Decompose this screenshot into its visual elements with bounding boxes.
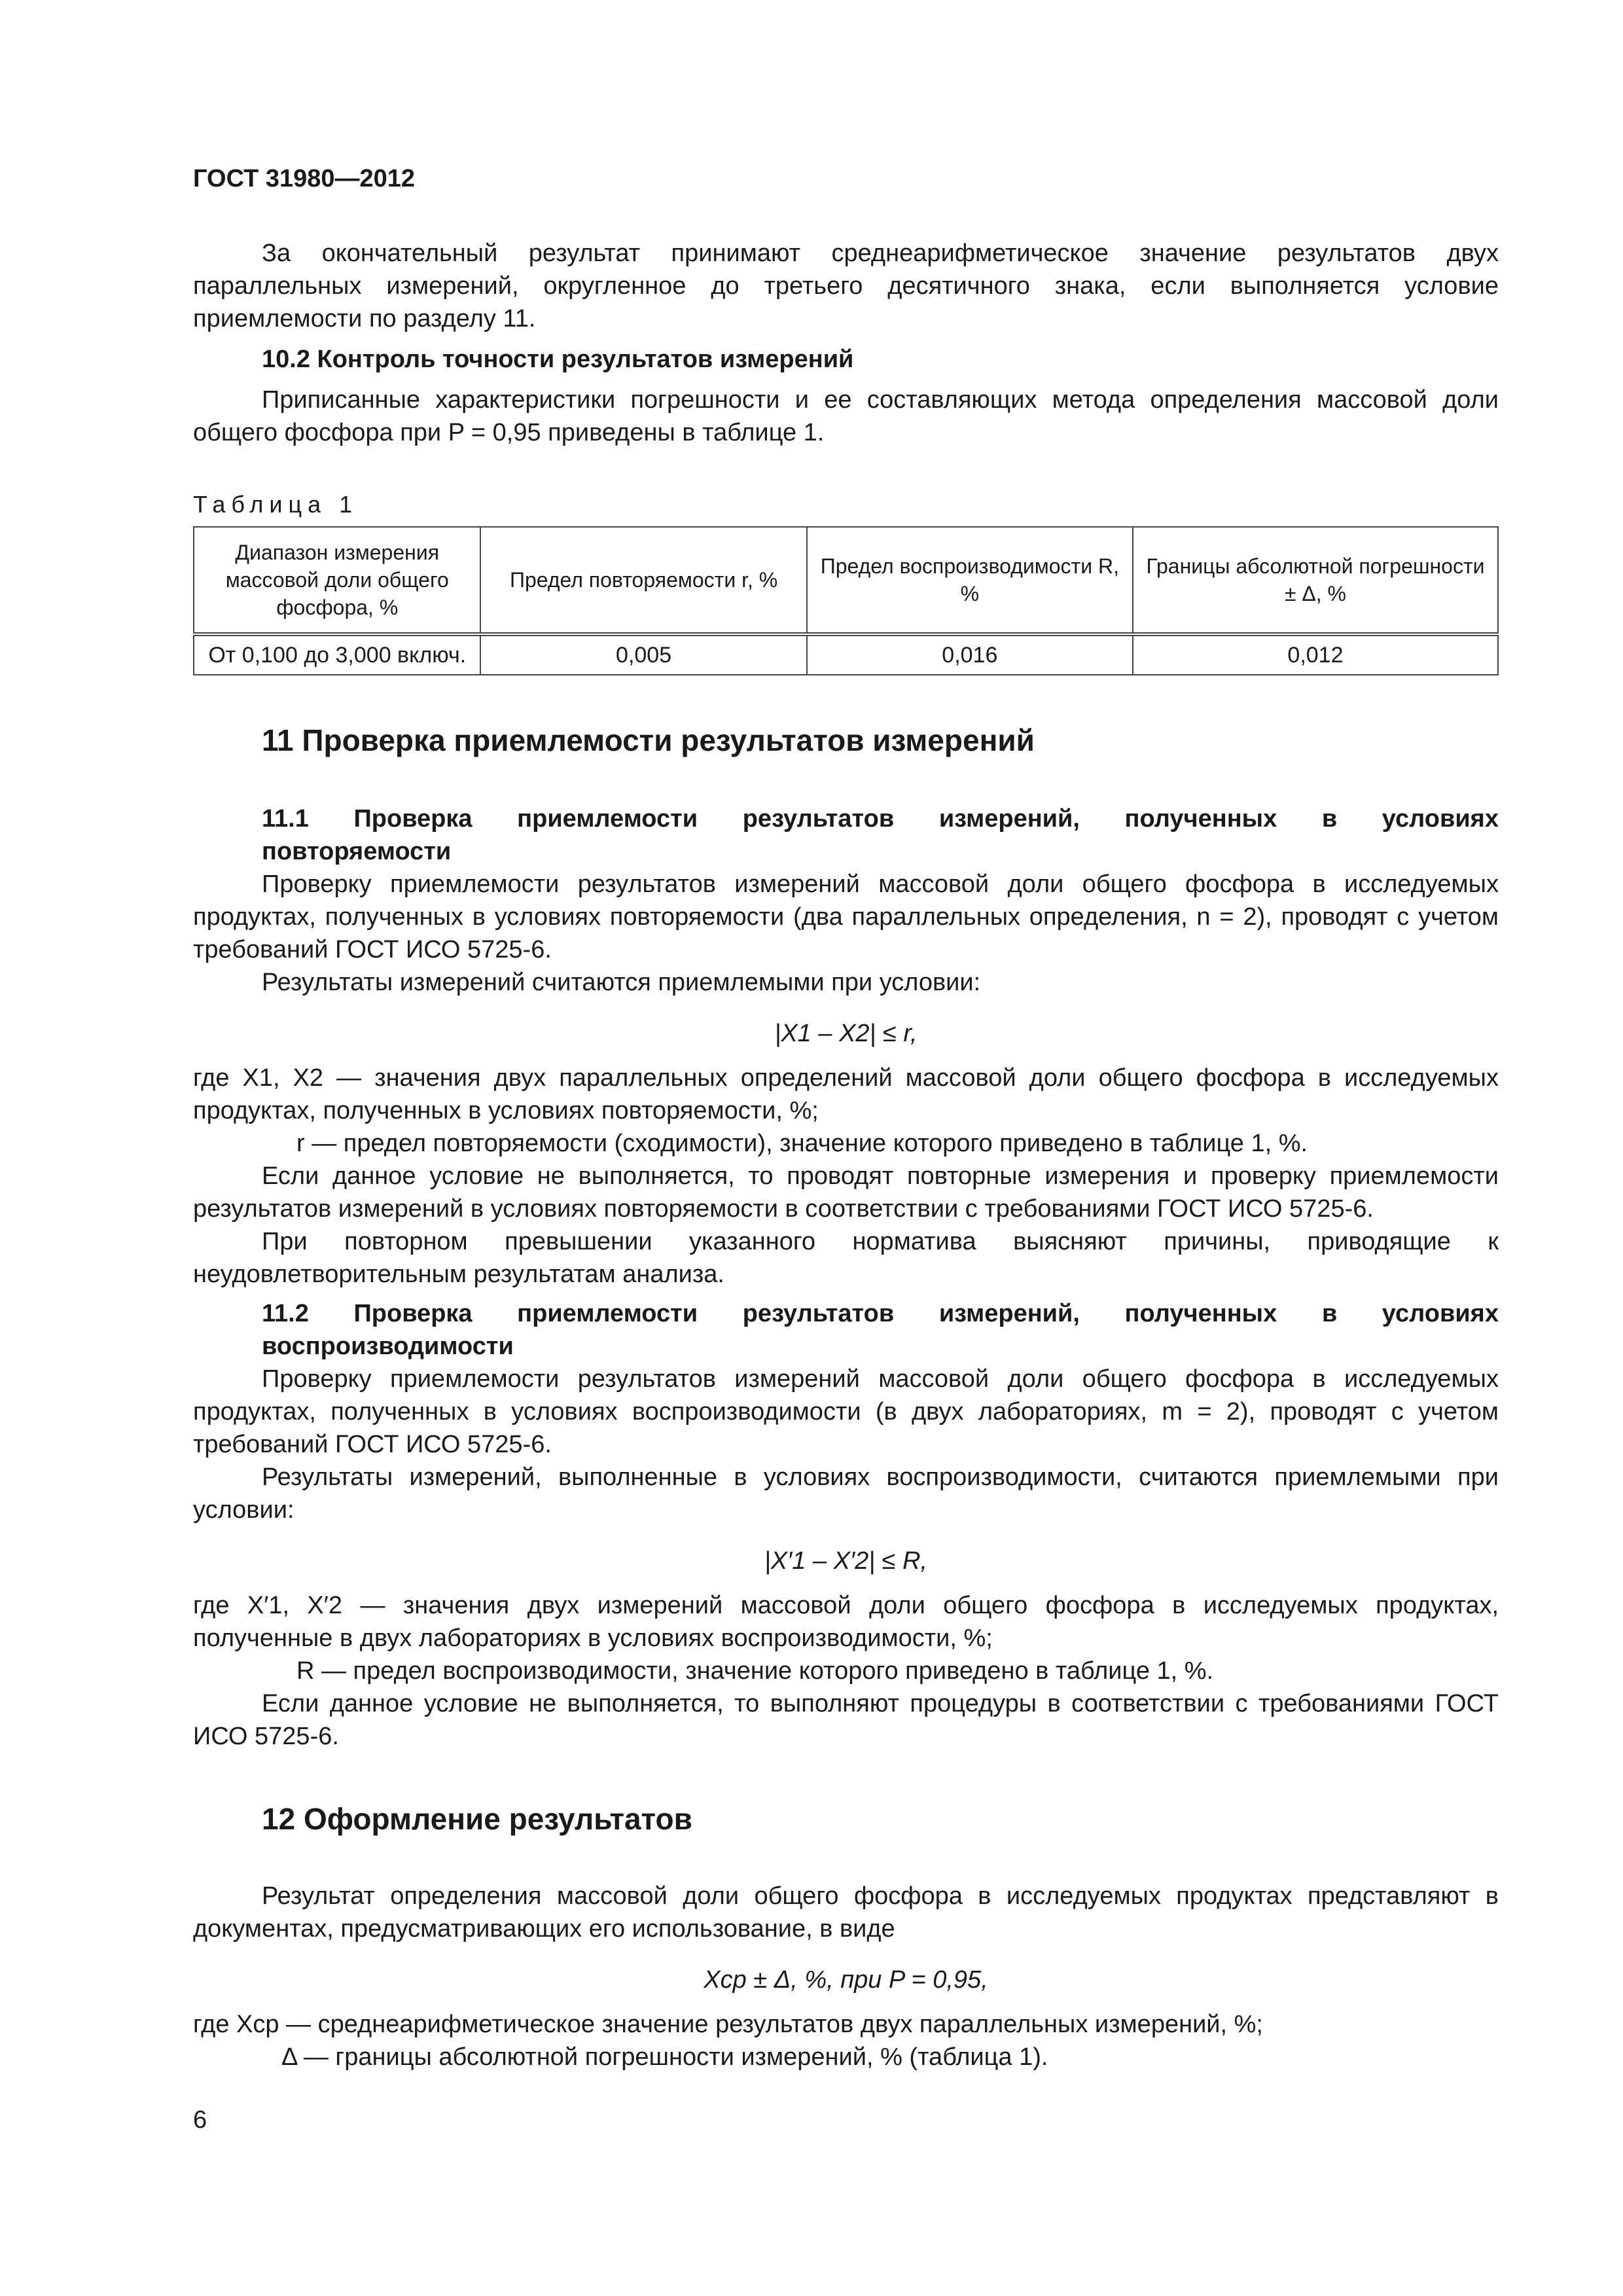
- table-caption: Таблица 1: [193, 491, 359, 518]
- subsection-title-11-2-line1: 11.2 Проверка приемлемости результатов измерений, полученных в условиях: [262, 1300, 1499, 1327]
- subsection-title-11-2: [193, 1297, 1499, 1363]
- table-header-cell: Диапазон измерения массовой доли общего фосфора, %: [194, 527, 480, 634]
- paragraph-11-1-2: Результаты измерений считаются приемлемыми при условии:: [262, 969, 981, 996]
- formula-reproducibility: |X′1 – X′2| ≤ R,: [764, 1547, 928, 1575]
- paragraph-11-1-3: Если данное условие не выполняется, то проводят повторные измерения и проверку приемлемости результатов измерений в условиях повторяемости в соответствии с требованиями ГОСТ ИСО 5725-6.: [193, 1162, 1499, 1223]
- paragraph-intro: За окончательный результат принимают среднеарифметическое значение результатов двух параллельных измерений, округленное до третьего десятичного знака, если выполняется условие приемлемости по разделу 11.: [193, 240, 1499, 332]
- page-number: 6: [193, 2106, 207, 2134]
- document-page: [193, 162, 1499, 2073]
- table-cell: 0,005: [480, 634, 806, 675]
- subsection-title-11-1-line1: 11.1 Проверка приемлемости результатов измерений, полученных в условиях: [262, 805, 1499, 833]
- paragraph-11-2-1: Проверку приемлемости результатов измерений массовой доли общего фосфора в исследуемых продуктах, полученных в условиях воспроизводимости (в двух лабораториях, m = 2), проводят с учетом требований ГОСТ ИСО 5725-6.: [193, 1365, 1499, 1458]
- table-header-cell: Предел воспроизводимости R, %: [807, 527, 1133, 634]
- where-clause-11-1: [193, 1062, 1499, 1127]
- where-text: — значения двух параллельных определений массовой доли общего фосфора в исследуемых продуктах, полученных в условиях повторяемости, %;: [193, 1064, 1499, 1124]
- table-1: [193, 526, 1499, 675]
- paragraph-11-2-3: Если данное условие не выполняется, то выполняют процедуры в соответствии с требованиями ГОСТ ИСО 5725-6.: [193, 1690, 1499, 1750]
- where-clause-12: где Xср — среднеарифметическое значение результатов двух параллельных измерений, %;: [193, 2011, 1263, 2038]
- where-delta: Δ — границы абсолютной погрешности измерений, % (таблица 1).: [281, 2043, 1048, 2071]
- subsection-title-11-1: [193, 802, 1499, 868]
- where-text: — значения двух измерений массовой доли общего фосфора в исследуемых продуктах, полученные в двух лабораториях в условиях воспроизводимости, %;: [193, 1592, 1499, 1652]
- paragraph-11-1-1: Проверку приемлемости результатов измерений массовой доли общего фосфора в исследуемых продуктах, полученных в условиях повторяемости (два параллельных определения, n = 2), проводят с учетом требований ГОСТ ИСО 5725-6.: [193, 870, 1499, 963]
- table-header-row: [194, 527, 1498, 634]
- table-cell: 0,012: [1133, 634, 1498, 675]
- where-lead: где X′1, X′2: [193, 1592, 343, 1619]
- table-header-cell: Предел повторяемости r, %: [480, 527, 806, 634]
- table-header-cell: Границы абсолютной погрешности ± Δ, %: [1133, 527, 1498, 634]
- section-title-11: 11 Проверка приемлемости результатов измерений: [262, 723, 1035, 757]
- document-header: ГОСТ 31980—2012: [193, 165, 416, 192]
- table-cell: 0,016: [807, 634, 1133, 675]
- section-title-12: 12 Оформление результатов: [262, 1802, 692, 1836]
- paragraph-10-2: Приписанные характеристики погрешности и ее составляющих метода определения массовой доли общего фосфора при P = 0,95 приведены в таблице 1.: [193, 386, 1499, 446]
- formula-repeatability: |X1 – X2| ≤ r,: [774, 1020, 918, 1047]
- table-cell: От 0,100 до 3,000 включ.: [194, 634, 480, 675]
- subsection-title-11-2-line2: воспроизводимости: [262, 1333, 514, 1360]
- where-clause-11-2: [193, 1589, 1499, 1655]
- paragraph-11-1-4: При повторном превышении указанного норматива выясняют причины, приводящие к неудовлетворительным результатам анализа.: [193, 1228, 1499, 1288]
- where-r: r — предел повторяемости (сходимости), значение которого приведено в таблице 1, %.: [296, 1130, 1308, 1157]
- where-R: R — предел воспроизводимости, значение которого приведено в таблице 1, %.: [296, 1657, 1214, 1685]
- paragraph-11-2-2: Результаты измерений, выполненные в условиях воспроизводимости, считаются приемлемыми при условии:: [193, 1463, 1499, 1524]
- paragraph-12-1: Результат определения массовой доли общего фосфора в исследуемых продуктах представляют в документах, предусматривающих его использование, в виде: [193, 1882, 1499, 1943]
- table-row: [194, 634, 1498, 675]
- formula-result: Xср ± Δ, %, при P = 0,95,: [704, 1966, 988, 1994]
- subsection-title-10-2: 10.2 Контроль точности результатов измерений: [262, 346, 854, 373]
- where-lead: где X1, X2: [193, 1064, 324, 1092]
- subsection-title-11-1-line2: повторяемости: [262, 838, 452, 865]
